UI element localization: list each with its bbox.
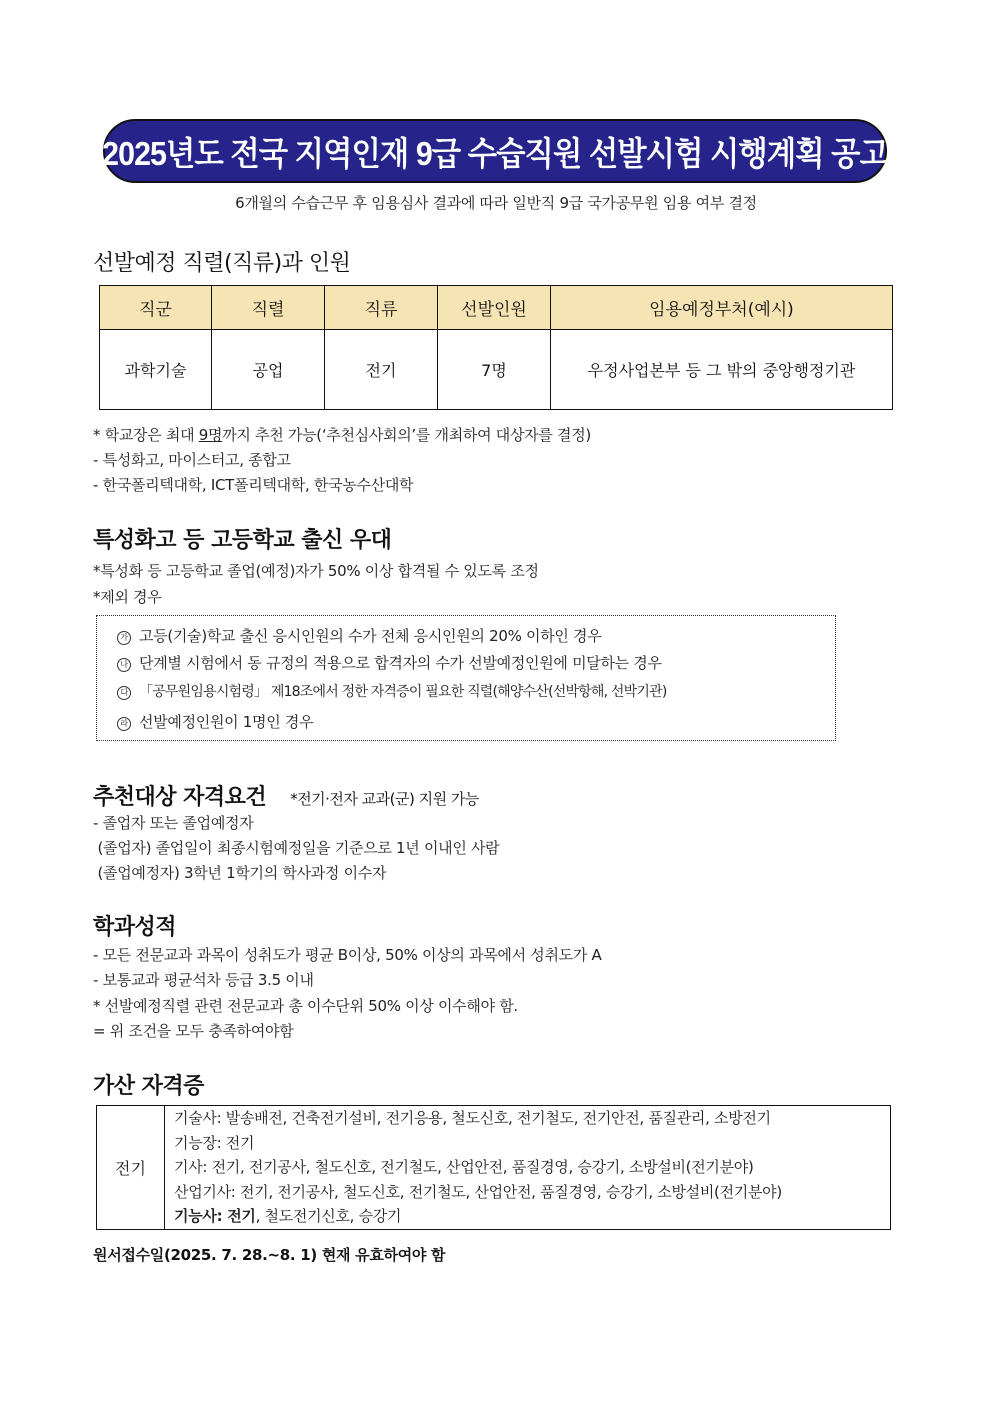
circled-marker-icon: 다 xyxy=(117,686,131,700)
section-heading-eligibility xyxy=(93,780,479,811)
exclusion-text: 단계별 시험에서 동 규정의 적용으로 합격자의 수가 선발예정인원에 미달하는 경우 xyxy=(139,654,662,672)
cell-headcount: 7명 xyxy=(438,330,551,410)
cert-bold-text: 기능사: 전기 xyxy=(174,1207,256,1226)
cert-line-master-craftsman: 기능장: 전기 xyxy=(174,1133,255,1152)
section-heading-certificates: 가산 자격증 xyxy=(93,1074,204,1099)
title-banner xyxy=(103,119,887,183)
exclusion-text: 「공무원임용시험령」 제18조에서 정한 자격증이 필요한 직렬(해양수산(선박항해, 선박기관) xyxy=(139,684,667,700)
exclusion-item xyxy=(117,711,313,732)
page-title: 2025년도 전국 지역인재 9급 수습직원 선발시험 시행계획 공고 xyxy=(102,134,888,172)
cert-line-craftsman xyxy=(174,1204,890,1229)
eligibility-inline-note: *전기·전자 교과(군) 지원 가능 xyxy=(290,790,479,808)
column-header: 선발인원 xyxy=(438,286,551,330)
table-row xyxy=(100,330,893,410)
exclusion-item xyxy=(117,652,662,673)
cell-job-series: 공업 xyxy=(212,330,325,410)
section-heading-positions: 선발예정 직렬(직류)과 인원 xyxy=(93,251,351,276)
exclusion-item xyxy=(117,625,601,646)
section-heading-grades: 학과성적 xyxy=(93,915,177,940)
eligibility-line: (졸업자) 졸업일이 최종시험예정일을 기준으로 1년 이내인 사람 xyxy=(93,839,500,857)
cell-certificate-list xyxy=(165,1106,891,1230)
exclusion-item xyxy=(117,681,667,701)
note-school-types: - 특성화고, 마이스터고, 종합고 xyxy=(93,451,291,469)
grades-line: - 모든 전문교과 과목이 성취도가 평균 B이상, 50% 이상의 과목에서 성취도가 A xyxy=(93,946,602,964)
circled-marker-icon: 가 xyxy=(117,631,131,645)
cert-line-industrial-engineer: 산업기사: 전기, 전기공사, 철도신호, 전기철도, 산업안전, 품질경영, 승강기, 소방설비(전기분야) xyxy=(174,1182,782,1201)
table-row xyxy=(97,1106,891,1230)
validity-note: 원서접수일(2025. 7. 28.~8. 1) 현재 유효하여야 함 xyxy=(93,1246,446,1264)
note-text: 까지 추천 가능(‘추천심사회의’를 개최하여 대상자를 결정) xyxy=(222,426,591,444)
cert-line-professional-engineer: 기술사: 발송배전, 건축전기설비, 전기응용, 철도신호, 전기철도, 전기안전, 품질관리, 소방전기 xyxy=(174,1109,771,1127)
column-header: 직군 xyxy=(100,286,212,330)
circled-marker-icon: 라 xyxy=(117,717,131,731)
note-recommendation-limit xyxy=(93,424,591,445)
table-header-row xyxy=(100,286,893,330)
certificates-table xyxy=(96,1105,891,1230)
cert-line-engineer: 기사: 전기, 전기공사, 철도신호, 전기철도, 산업안전, 품질경영, 승강기, 소방설비(전기분야) xyxy=(174,1158,754,1177)
exclusion-text: 선발예정인원이 1명인 경우 xyxy=(139,713,314,731)
note-colleges: - 한국폴리텍대학, ICT폴리텍대학, 한국농수산대학 xyxy=(93,476,414,494)
cell-category: 전기 xyxy=(97,1106,165,1230)
subtitle: 6개월의 수습근무 후 임용심사 결과에 따라 일반직 9급 국가공무원 임용 여부 결정 xyxy=(235,194,757,212)
section-heading-preference: 특성화고 등 고등학교 출신 우대 xyxy=(93,528,392,553)
cert-text: , 철도전기신호, 승강기 xyxy=(255,1207,402,1226)
heading-text: 추천대상 자격요건 xyxy=(93,785,267,810)
cell-job-group: 과학기술 xyxy=(100,330,212,410)
note-underlined-count: 9명 xyxy=(198,426,223,444)
exclusion-label: *제외 경우 xyxy=(93,588,162,606)
exclusion-box xyxy=(96,615,836,741)
preference-line: *특성화 등 고등학교 졸업(예정)자가 50% 이상 합격될 수 있도록 조정 xyxy=(93,562,539,580)
grades-line: - 보통교과 평균석차 등급 3.5 이내 xyxy=(93,971,314,989)
circled-marker-icon: 나 xyxy=(117,658,131,672)
column-header: 직류 xyxy=(325,286,438,330)
grades-line: * 선발예정직렬 관련 전문교과 총 이수단위 50% 이상 이수해야 함. xyxy=(93,997,518,1015)
eligibility-line: (졸업예정자) 3학년 1학기의 학사과정 이수자 xyxy=(93,864,387,882)
cell-ministry: 우정사업본부 등 그 밖의 중앙행정기관 xyxy=(551,330,893,410)
column-header: 직렬 xyxy=(212,286,325,330)
note-text: * 학교장은 최대 xyxy=(93,426,199,444)
exclusion-text: 고등(기술)학교 출신 응시인원의 수가 전체 응시인원의 20% 이하인 경우 xyxy=(139,627,602,645)
column-header: 임용예정부처(예시) xyxy=(551,286,893,330)
grades-line: = 위 조건을 모두 충족하여야함 xyxy=(93,1022,294,1040)
cell-job-category: 전기 xyxy=(325,330,438,410)
positions-table xyxy=(99,285,893,410)
eligibility-line: - 졸업자 또는 졸업예정자 xyxy=(93,814,254,832)
